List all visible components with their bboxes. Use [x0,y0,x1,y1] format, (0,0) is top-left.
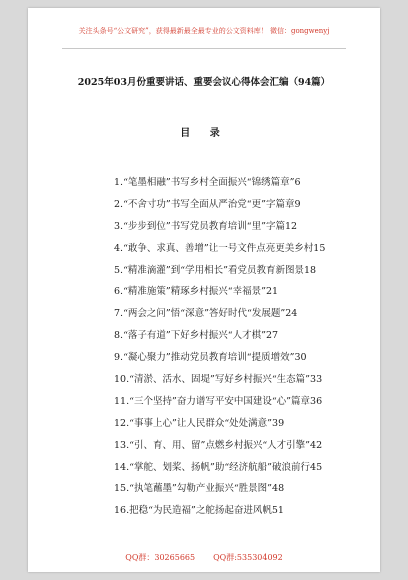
header-divider [62,48,346,49]
toc-list [114,172,325,522]
toc-item[interactable]: 9.“凝心聚力”推动党员教育培训“提质增效”30 [114,352,307,364]
toc-item[interactable]: 14.“掌舵、划桨、扬帆”助“经济航船”破浪前行45 [114,461,323,473]
toc-item[interactable]: 16.把稳“为民造福”之舵扬起奋进风帆51 [114,505,284,517]
toc-item[interactable]: 4.“敢争、求真、善增”让一号文件点亮更美乡村15 [114,242,326,254]
toc-item[interactable]: 8.“落子有道”下好乡村振兴“人才棋”27 [114,330,279,342]
toc-item[interactable]: 1.“笔墨相融”书写乡村全面振兴“锦绣篇章”6 [114,177,301,188]
toc-item[interactable]: 11.“三个坚持”奋力谱写平安中国建设“心”篇章36 [114,395,323,407]
qq-group-1: QQ群：30265665 [125,553,196,562]
toc-heading: 目 录 [180,128,228,139]
toc-item[interactable]: 12.“事事上心”让人民群众“处处满意”39 [114,417,285,429]
toc-item[interactable]: 15.“执笔蘸墨”勾勒产业振兴“胜景图”48 [114,483,285,495]
header-note: 关注头条号“公文研究”，获得最新最全最专业的公文资料库！ 微信：gongwenyj [78,27,330,35]
footer-contact [28,552,380,563]
document-title: 2025年03月份重要讲话、重要会议心得体会汇编（94篇） [77,77,331,88]
document-page [28,8,380,572]
toc-item[interactable]: 5.“精准滴灌”到“学用相长”看党员教育新图景18 [114,264,317,276]
toc-item[interactable]: 2.“不舍寸功”书写全面从严治党“更”字篇章9 [114,198,301,210]
toc-item[interactable]: 3.“步步到位”书写党员教育培训“里”字篇12 [114,220,298,232]
toc-item[interactable]: 6.“精准施策”精琢乡村振兴“幸福景”21 [114,286,279,298]
toc-item[interactable]: 13.“引、育、用、留”点燃乡村振兴“人才引擎”42 [114,439,323,451]
toc-item[interactable]: 10.“清淤、活水、固堤”写好乡村振兴“生态篇”33 [114,374,323,386]
qq-group-2: QQ群:535304092 [213,553,283,562]
toc-item[interactable]: 7.“两会之问”悟“深意”答好时代“发展题”24 [114,308,298,320]
